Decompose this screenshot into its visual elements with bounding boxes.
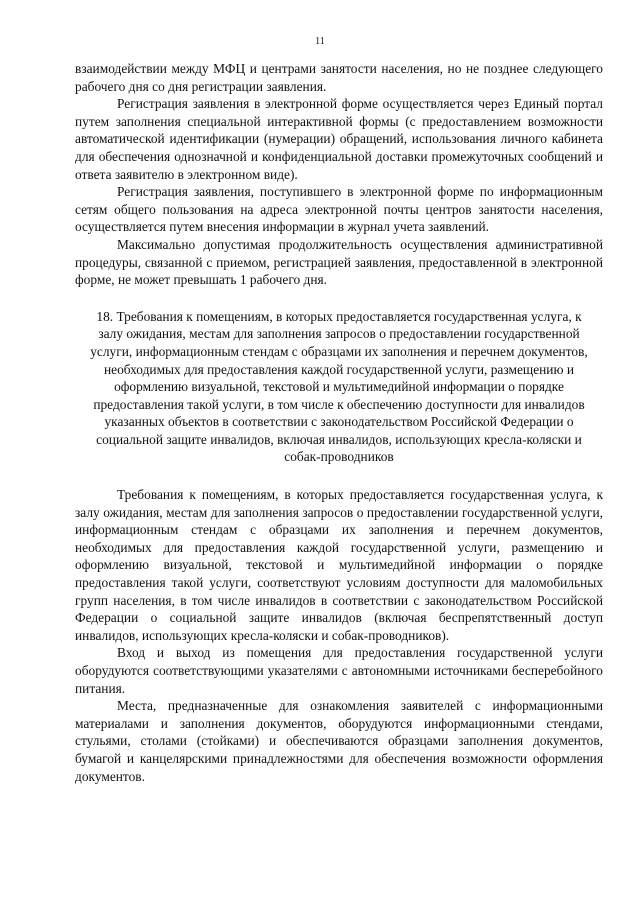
paragraph-electronic-registration: Регистрация заявления в электронной форме осуществляется через Единый портал путем заполнения специальной интерактивной формы (с предоставлением возможности автоматической идентификации (нумерации) обращений, использования личного кабинета для обеспечения однозначной и конфиденциальной доставки промежуточных сообщений и ответа заявителю в электронном виде). — [75, 96, 603, 182]
paragraph-continuation: взаимодействии между МФЦ и центрами занятости населения, но не позднее следующего рабочего дня со дня регистрации заявления. — [75, 61, 603, 94]
page-number: 11 — [315, 36, 325, 47]
paragraph-entrance-exit: Вход и выход из помещения для предоставления государственной услуги оборудуются соответствующими указателями с автономными источниками бесперебойного питания. — [75, 645, 603, 696]
page-content — [75, 60, 603, 785]
paragraph-email-registration: Регистрация заявления, поступившего в электронной форме по информационным сетям общего пользования на адреса электронной почты центров занятости населения, осуществляется путем внесения информации в журнал учета заявлений. — [75, 184, 603, 235]
paragraph-premises-requirements: Требования к помещениям, в которых предоставляется государственная услуга, к залу ожидания, местам для заполнения запросов о предоставлении государственной услуги, информационным стендам с образцами их заполнения и перечнем документов, необходимых для предоставления каждой государственной услуги, размещению и оформлению визуальной, текстовой и мультимедийной информации о порядке предоставления такой услуги, соответствуют условиям доступности для маломобильных групп населения, в том числе инвалидов в соответствии с законодательством Российской Федерации о социальной защите инвалидов (включая беспрепятственный доступ инвалидов, использующих кресла-коляски и собак-проводников). — [75, 487, 603, 643]
paragraph-max-duration: Максимально допустимая продолжительность осуществления административной процедуры, связанной с приемом, регистрацией заявления, предоставленной в электронной форме, не может превышать 1 рабочего дня. — [75, 236, 603, 288]
paragraph-places-for-applicants: Места, предназначенные для ознакомления заявителей с информационными материалами и заполнения документов, оборудуются информационными стендами, стульями, столами (стойками) и обеспечиваются образцами заполнения документов, бумагой и канцелярскими принадлежностями для обеспечения возможности оформления документов. — [75, 698, 603, 784]
section-heading-18: 18. Требования к помещениям, в которых предоставляется государственная услуга, к залу ожидания, местам для заполнения запросов о предоставлении государственной услуги, информационным стендам с образцами их заполнения и перечнем документов, необходимых для предоставления каждой государственной услуги, размещению и оформлению визуальной, текстовой и мультимедийной информации о порядке предоставления такой услуги, в том числе к обеспечению доступности для инвалидов указанных объектов в соответствии с законодательством Российской Федерации о социальной защите инвалидов, включая инвалидов, использующих кресла-коляски и собак-проводников — [90, 308, 588, 465]
